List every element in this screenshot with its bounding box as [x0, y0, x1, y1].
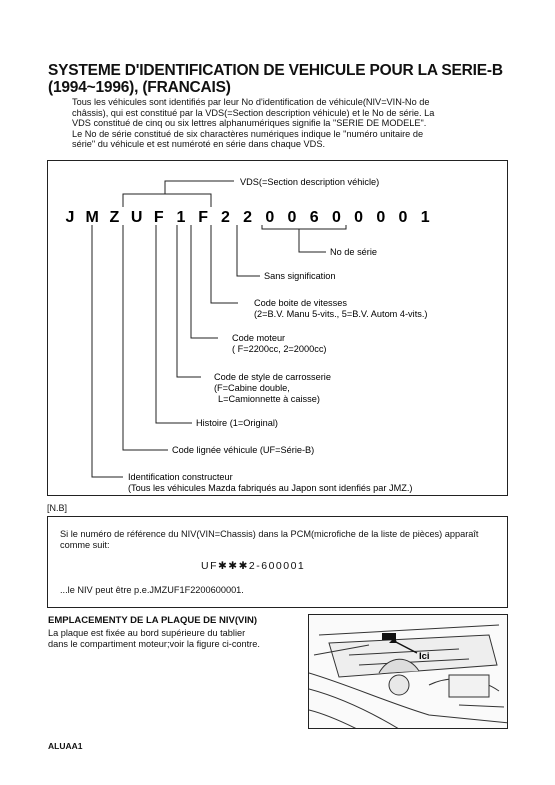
- intro-paragraph: Tous les véhicules sont identifiés par leur No d'identification de véhicule(NIV=VIN-No de châssis), qui est constitué par la VDS(=Section description véhicule) et le No de série. La VDS constitué de cinq ou six lettres alphanumériques signifie la "SERIE DE MODELE". Le No de série constitué de six charactères numériques indique le "numéro unitaire de série" du véhicule et est numéroté en série dans chaque VDS.: [72, 97, 435, 150]
- vin-character: 0: [398, 209, 408, 226]
- line-code-leader-line: [123, 225, 168, 450]
- vin-character: 0: [265, 209, 275, 226]
- vin-character: 2: [243, 209, 253, 226]
- vin-character: 0: [376, 209, 386, 226]
- nb-example: ...le NIV peut être p.e.JMZUF1F2200600001.: [60, 585, 244, 595]
- page-code: ALUAA1: [48, 741, 83, 751]
- vin-character: Z: [109, 209, 120, 226]
- engine-label: Code moteur: [232, 333, 286, 343]
- body-value-l: L=Camionnette à caisse): [218, 394, 320, 404]
- no-meaning-label: Sans signification: [264, 271, 336, 281]
- no-meaning-leader-line: [237, 225, 260, 276]
- vin-diagram: [47, 160, 508, 496]
- vin-character: 0: [354, 209, 364, 226]
- vds-label: VDS(=Section description véhicle): [240, 177, 380, 187]
- nb-box: [47, 516, 508, 608]
- history-leader-line: [156, 225, 192, 423]
- engine-leader-line: [191, 225, 218, 338]
- vin-character: F: [198, 209, 209, 226]
- vin-character: 0: [331, 209, 341, 226]
- body-value-f: (F=Cabine double,: [214, 383, 290, 393]
- maker-leader-line: [92, 225, 123, 477]
- vds-bracket-line: [123, 194, 211, 207]
- vin-character: 1: [420, 209, 430, 226]
- vin-character: 1: [176, 209, 186, 226]
- nb-pattern: UF✱✱✱2-600001: [201, 560, 306, 572]
- plate-section-text: La plaque est fixée au bord supérieure du tablier dans le compartiment moteur;voir la figure ci-contre.: [48, 628, 260, 649]
- serial-label: No de série: [330, 247, 377, 257]
- history-label: Histoire (1=Original): [196, 418, 278, 428]
- vin-character: 0: [287, 209, 297, 226]
- serial-leader-line: [299, 229, 326, 252]
- gearbox-values: (2=B.V. Manu 5-vits., 5=B.V. Autom 4-vits.): [254, 309, 428, 319]
- gearbox-leader-line: [211, 225, 238, 303]
- vin-diagram-svg: [48, 161, 509, 497]
- plate-section-title: EMPLACEMENTY DE LA PLAQUE DE NIV(VIN): [48, 615, 258, 626]
- engine-bay-illustration: [309, 615, 508, 729]
- line-code-label: Code lignée véhicule (UF=Série-B): [172, 445, 315, 455]
- vin-character: J: [65, 209, 75, 226]
- vin-characters: [66, 209, 430, 226]
- gearbox-label: Code boite de vitesses: [254, 298, 347, 308]
- engine-bay-figure: [308, 614, 508, 729]
- vds-leader-line: [165, 181, 234, 194]
- vin-character: 2: [220, 209, 230, 226]
- callout-label: Ici: [419, 651, 430, 662]
- vin-character: 6: [309, 209, 319, 226]
- page-title: SYSTEME D'IDENTIFICATION DE VEHICULE POUR LA SERIE-B (1994~1996), (FRANCAIS): [48, 62, 503, 96]
- nb-label: [N.B]: [47, 503, 68, 513]
- vin-character: F: [153, 209, 164, 226]
- maker-label: Identification constructeur: [128, 472, 233, 482]
- body-label: Code de style de carrosserie: [214, 372, 331, 382]
- maker-note: (Tous les véhicules Mazda fabriqués au Japon sont idenfiés par JMZ.): [128, 483, 413, 493]
- engine-values: ( F=2200cc, 2=2000cc): [232, 344, 327, 354]
- vin-character: U: [130, 209, 143, 226]
- vin-character: M: [85, 209, 99, 226]
- body-leader-line: [177, 225, 201, 377]
- nb-text: Si le numéro de référence du NIV(VIN=Chassis) dans la PCM(microfiche de la liste de pièces) apparaît comme suit:: [60, 529, 479, 550]
